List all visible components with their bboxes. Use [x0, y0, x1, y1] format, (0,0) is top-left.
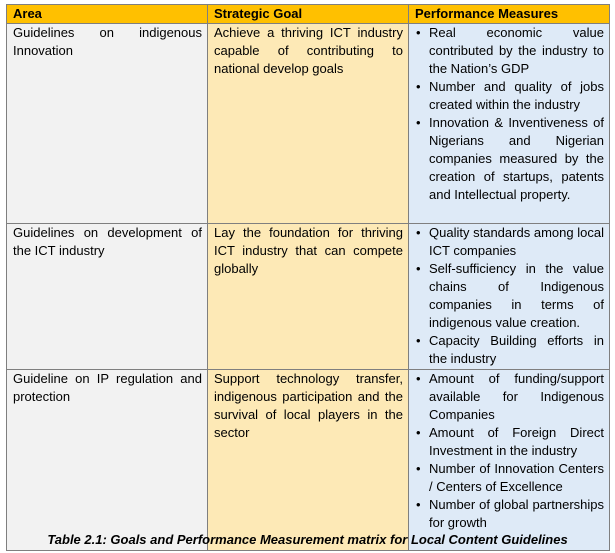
header-strategic-goal: Strategic Goal — [208, 5, 409, 24]
area-cell: Guidelines on indigenous Innovation — [7, 24, 208, 224]
document-page — [6, 4, 609, 551]
goal-cell: Support technology transfer, indigenous participation and the survival of local players in the sector — [208, 370, 409, 551]
measures-list — [415, 224, 604, 368]
area-cell: Guideline on IP regulation and protection — [7, 370, 208, 551]
goal-cell: Lay the foundation for thriving ICT industry that can compete globally — [208, 224, 409, 370]
goal-cell: Achieve a thriving ICT industry capable of contributing to national develop goals — [208, 24, 409, 224]
measures-list — [415, 370, 604, 532]
header-performance-measures: Performance Measures — [409, 5, 610, 24]
measure-item: • Amount of funding/support available for Indigenous Companies — [415, 370, 604, 424]
measure-item: • Amount of Foreign Direct Investment in the industry — [415, 424, 604, 460]
table-caption: Table 2.1: Goals and Performance Measurement matrix for Local Content Guidelines — [47, 532, 568, 547]
measures-cell — [409, 24, 610, 224]
measures-cell — [409, 224, 610, 370]
measures-list — [415, 24, 604, 204]
measure-item: • Real economic value contributed by the industry to the Nation’s GDP — [415, 24, 604, 78]
table-row — [7, 224, 610, 370]
measure-item: • Number and quality of jobs created within the industry — [415, 78, 604, 114]
measure-item: • Self-sufficiency in the value chains of Indigenous companies in terms of indigenous value creation. — [415, 260, 604, 332]
area-cell: Guidelines on development of the ICT industry — [7, 224, 208, 370]
table-row — [7, 24, 610, 224]
measure-item: • Innovation & Inventiveness of Nigerians and Nigerian companies measured by the creation of startups, patents and Intellectual property. — [415, 114, 604, 204]
measures-cell — [409, 370, 610, 551]
header-area: Area — [7, 5, 208, 24]
table-row — [7, 370, 610, 551]
measure-item: • Capacity Building efforts in the industry — [415, 332, 604, 368]
table-header-row — [7, 5, 610, 24]
measure-item: • Quality standards among local ICT companies — [415, 224, 604, 260]
goals-matrix-table — [6, 4, 610, 551]
measure-item: • Number of global partnerships for growth — [415, 496, 604, 532]
measure-item: • Number of Innovation Centers / Centers of Excellence — [415, 460, 604, 496]
